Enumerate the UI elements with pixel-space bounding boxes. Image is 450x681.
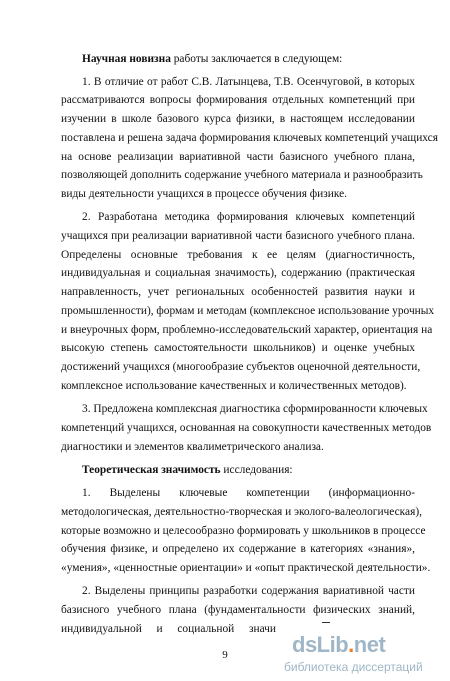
watermark (284, 632, 444, 676)
paragraph-line: промышленности), формам и методам (комплексное использование урочных (61, 305, 435, 317)
paragraph-line: на основе реализации вариативной части базисного учебного плана, (61, 151, 415, 163)
theory-heading-bold: Теоретическая значимость (82, 464, 221, 476)
paragraph-line: 1. В отличие от работ С.В. Латынцева, Т.В. Осенчуговой, в которых (82, 76, 415, 88)
paragraph-line: виды деятельности учащихся в процессе обучения физике. (61, 188, 348, 200)
paragraph-line: 2. Разработана методика формирования ключевых компетенций (82, 211, 415, 223)
paragraph-line: позволяющей дополнить содержание учебного материала и разнообразить (61, 169, 423, 181)
paragraph-line: поставлена и решена задача формирования ключевых компетенций учащихся (61, 132, 438, 144)
theory-heading-rest: исследования: (220, 464, 293, 476)
paragraph-line: «умения», «ценностные ориентации» и «опыт практической деятельности». (61, 562, 431, 574)
watermark-logo (292, 632, 385, 658)
stray-mark (322, 622, 330, 623)
watermark-subtitle: библиотека диссертаций (284, 660, 423, 674)
paragraph-line: комплексное использование качественных и количественных методов). (61, 380, 407, 392)
watermark-logo-main: dsLib (292, 632, 349, 657)
paragraph-line: высокую степень самостоятельности школьников) и оценке учебных (61, 342, 415, 354)
page-number: 9 (222, 649, 228, 661)
theory-heading (82, 463, 415, 477)
paragraph-line: обучения физике, и определено их содержание в категориях «знания», (61, 543, 415, 555)
novelty-heading-bold: Научная новизна (82, 53, 171, 65)
paragraph-line: 3. Предложена комплексная диагностика сформированности ключевых (82, 403, 428, 415)
paragraph-line: изучении в школе базового курса физики, в настоящем исследовании (61, 113, 415, 125)
paragraph-line: индивидуальной и социальной значи (61, 623, 276, 635)
novelty-heading (82, 52, 415, 66)
paragraph-line: направленность, учет региональных особенностей развития науки и (61, 286, 415, 298)
paragraph-line: и внеурочных форм, проблемно-исследовательский характер, ориентация на (61, 324, 433, 336)
watermark-logo-dot: . (348, 632, 354, 657)
paragraph-line: 1. Выделены ключевые компетенции (информационно- (82, 487, 415, 499)
paragraph-line: рассматриваются вопросы формирования отдельных компетенций при (61, 94, 415, 106)
watermark-logo-tld: net (353, 632, 386, 657)
paragraph-line: индивидуальная и социальная значимость), содержанию (практическая (61, 267, 415, 279)
paragraph-line: Определены основные требования к ее целям (диагностичность, (61, 249, 415, 261)
paragraph-line: базисного учебного плана (фундаментальности физических знаний, (61, 604, 415, 616)
paragraph-line: диагностики и элементов квалиметрического анализа. (61, 441, 324, 453)
paragraph-line: достижений учащихся (многообразие субъектов оценочной деятельности, (61, 361, 421, 373)
paragraph-line: компетенций учащихся, основанная на совокупности качественных методов (61, 422, 432, 434)
paragraph-line: учащихся при реализации вариативной части базисного учебного плана. (61, 230, 415, 242)
paragraph-line: методологическая, деятельностно-творческая и эколого-валеологическая), (61, 506, 422, 518)
novelty-heading-rest: работы заключается в следующем: (170, 53, 343, 65)
paragraph-line: которые возможно и целесообразно формировать у школьников в процессе (61, 525, 426, 537)
paragraph-line: 2. Выделены принципы разработки содержания вариативной части (82, 585, 415, 597)
